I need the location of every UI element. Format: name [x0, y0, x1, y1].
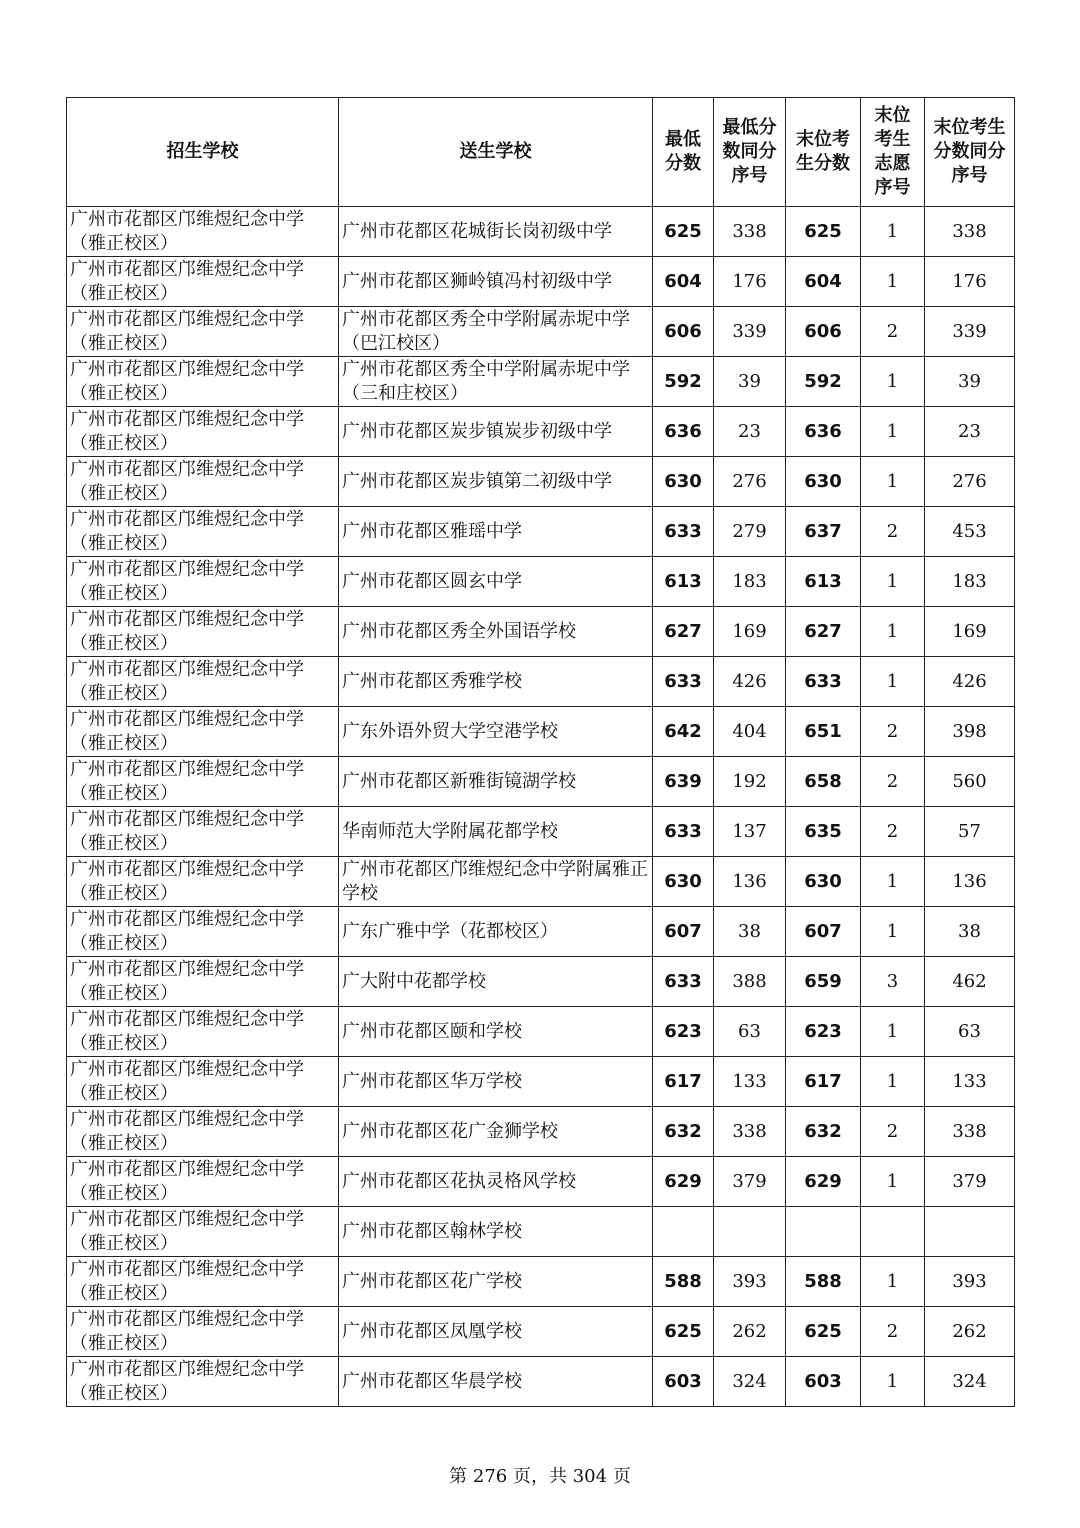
- min-score-cell: 630: [653, 857, 714, 907]
- sending-school-cell: 广东外语外贸大学空港学校: [339, 707, 653, 757]
- table-row: [67, 757, 1015, 807]
- enrolling-school-cell: 广州市花都区邝维煜纪念中学（雅正校区）: [67, 557, 339, 607]
- enrolling-school-cell: 广州市花都区邝维煜纪念中学（雅正校区）: [67, 907, 339, 957]
- table-row: [67, 1057, 1015, 1107]
- min-score-tie-rank-cell: 137: [714, 807, 786, 857]
- table-body: [67, 207, 1015, 1407]
- last-student-choice-rank-cell: 1: [861, 907, 925, 957]
- sending-school-cell: 广州市花都区新雅街镜湖学校: [339, 757, 653, 807]
- enrolling-school-cell: 广州市花都区邝维煜纪念中学（雅正校区）: [67, 357, 339, 407]
- last-student-score-cell: 588: [786, 1257, 861, 1307]
- last-student-choice-rank-cell: 2: [861, 307, 925, 357]
- last-student-tie-rank-cell: 462: [925, 957, 1015, 1007]
- sending-school-cell: 广州市花都区狮岭镇冯村初级中学: [339, 257, 653, 307]
- min-score-tie-rank-cell: 136: [714, 857, 786, 907]
- last-student-score-cell: 630: [786, 457, 861, 507]
- min-score-cell: 623: [653, 1007, 714, 1057]
- min-score-cell: 642: [653, 707, 714, 757]
- last-student-choice-rank-cell: 1: [861, 657, 925, 707]
- table-row: [67, 907, 1015, 957]
- enrolling-school-cell: 广州市花都区邝维煜纪念中学（雅正校区）: [67, 1007, 339, 1057]
- enrolling-school-cell: 广州市花都区邝维煜纪念中学（雅正校区）: [67, 857, 339, 907]
- enrolling-school-cell: 广州市花都区邝维煜纪念中学（雅正校区）: [67, 707, 339, 757]
- footer-suffix: 页: [612, 1466, 631, 1487]
- min-score-tie-rank-cell: 23: [714, 407, 786, 457]
- sending-school-cell: 广州市花都区秀全中学附属赤坭中学（巴江校区）: [339, 307, 653, 357]
- last-student-tie-rank-cell: [925, 1207, 1015, 1257]
- min-score-tie-rank-cell: [714, 1207, 786, 1257]
- last-student-choice-rank-cell: 1: [861, 1357, 925, 1407]
- min-score-tie-rank-cell: 176: [714, 257, 786, 307]
- header-last-student-choice-rank: 末位考生志愿序号: [861, 98, 925, 207]
- enrolling-school-cell: 广州市花都区邝维煜纪念中学（雅正校区）: [67, 1207, 339, 1257]
- footer-current-page: 276: [472, 1466, 508, 1487]
- last-student-choice-rank-cell: 1: [861, 457, 925, 507]
- enrolling-school-cell: 广州市花都区邝维煜纪念中学（雅正校区）: [67, 257, 339, 307]
- min-score-cell: 627: [653, 607, 714, 657]
- last-student-score-cell: 633: [786, 657, 861, 707]
- last-student-tie-rank-cell: 426: [925, 657, 1015, 707]
- last-student-choice-rank-cell: 3: [861, 957, 925, 1007]
- last-student-tie-rank-cell: 57: [925, 807, 1015, 857]
- last-student-choice-rank-cell: 2: [861, 707, 925, 757]
- sending-school-cell: 华南师范大学附属花都学校: [339, 807, 653, 857]
- last-student-score-cell: 613: [786, 557, 861, 607]
- last-student-score-cell: 592: [786, 357, 861, 407]
- last-student-score-cell: 625: [786, 207, 861, 257]
- min-score-cell: 639: [653, 757, 714, 807]
- last-student-tie-rank-cell: 169: [925, 607, 1015, 657]
- sending-school-cell: 广州市花都区花广金狮学校: [339, 1107, 653, 1157]
- min-score-tie-rank-cell: 404: [714, 707, 786, 757]
- last-student-choice-rank-cell: 2: [861, 757, 925, 807]
- sending-school-cell: 广州市花都区雅瑶中学: [339, 507, 653, 557]
- sending-school-cell: 广州市花都区翰林学校: [339, 1207, 653, 1257]
- last-student-choice-rank-cell: 2: [861, 507, 925, 557]
- table-header-row: [67, 98, 1015, 207]
- min-score-tie-rank-cell: 38: [714, 907, 786, 957]
- table-row: [67, 557, 1015, 607]
- min-score-cell: 633: [653, 507, 714, 557]
- header-min-score: 最低分数: [653, 98, 714, 207]
- enrolling-school-cell: 广州市花都区邝维煜纪念中学（雅正校区）: [67, 607, 339, 657]
- min-score-tie-rank-cell: 262: [714, 1307, 786, 1357]
- min-score-cell: 588: [653, 1257, 714, 1307]
- table-row: [67, 307, 1015, 357]
- min-score-cell: 617: [653, 1057, 714, 1107]
- last-student-tie-rank-cell: 393: [925, 1257, 1015, 1307]
- table-row: [67, 257, 1015, 307]
- last-student-choice-rank-cell: 2: [861, 1107, 925, 1157]
- last-student-choice-rank-cell: 2: [861, 807, 925, 857]
- sending-school-cell: 广州市花都区炭步镇第二初级中学: [339, 457, 653, 507]
- min-score-tie-rank-cell: 63: [714, 1007, 786, 1057]
- header-sending-school: 送生学校: [339, 98, 653, 207]
- last-student-tie-rank-cell: 338: [925, 207, 1015, 257]
- enrolling-school-cell: 广州市花都区邝维煜纪念中学（雅正校区）: [67, 507, 339, 557]
- last-student-score-cell: 603: [786, 1357, 861, 1407]
- min-score-tie-rank-cell: 338: [714, 207, 786, 257]
- min-score-cell: 625: [653, 1307, 714, 1357]
- min-score-cell: 606: [653, 307, 714, 357]
- min-score-tie-rank-cell: 169: [714, 607, 786, 657]
- last-student-tie-rank-cell: 379: [925, 1157, 1015, 1207]
- sending-school-cell: 广州市花都区华晨学校: [339, 1357, 653, 1407]
- table-row: [67, 457, 1015, 507]
- last-student-choice-rank-cell: 1: [861, 357, 925, 407]
- enrolling-school-cell: 广州市花都区邝维煜纪念中学（雅正校区）: [67, 757, 339, 807]
- last-student-choice-rank-cell: [861, 1207, 925, 1257]
- last-student-tie-rank-cell: 276: [925, 457, 1015, 507]
- enrolling-school-cell: 广州市花都区邝维煜纪念中学（雅正校区）: [67, 1057, 339, 1107]
- enrolling-school-cell: 广州市花都区邝维煜纪念中学（雅正校区）: [67, 657, 339, 707]
- last-student-score-cell: 658: [786, 757, 861, 807]
- min-score-cell: 603: [653, 1357, 714, 1407]
- last-student-tie-rank-cell: 23: [925, 407, 1015, 457]
- last-student-choice-rank-cell: 1: [861, 857, 925, 907]
- sending-school-cell: 广东广雅中学（花都校区）: [339, 907, 653, 957]
- min-score-tie-rank-cell: 338: [714, 1107, 786, 1157]
- last-student-score-cell: 607: [786, 907, 861, 957]
- admission-table-container: [66, 97, 1014, 1407]
- min-score-cell: 629: [653, 1157, 714, 1207]
- table-row: [67, 607, 1015, 657]
- enrolling-school-cell: 广州市花都区邝维煜纪念中学（雅正校区）: [67, 1357, 339, 1407]
- min-score-tie-rank-cell: 339: [714, 307, 786, 357]
- min-score-cell: 633: [653, 807, 714, 857]
- min-score-tie-rank-cell: 276: [714, 457, 786, 507]
- sending-school-cell: 广州市花都区凤凰学校: [339, 1307, 653, 1357]
- last-student-score-cell: 637: [786, 507, 861, 557]
- sending-school-cell: 广州市花都区花城街长岗初级中学: [339, 207, 653, 257]
- last-student-score-cell: 617: [786, 1057, 861, 1107]
- min-score-cell: [653, 1207, 714, 1257]
- last-student-score-cell: [786, 1207, 861, 1257]
- sending-school-cell: 广州市花都区圆玄中学: [339, 557, 653, 607]
- last-student-tie-rank-cell: 453: [925, 507, 1015, 557]
- table-row: [67, 707, 1015, 757]
- sending-school-cell: 广州市花都区秀全外国语学校: [339, 607, 653, 657]
- last-student-tie-rank-cell: 338: [925, 1107, 1015, 1157]
- min-score-tie-rank-cell: 426: [714, 657, 786, 707]
- sending-school-cell: 广州市花都区花执灵格风学校: [339, 1157, 653, 1207]
- min-score-tie-rank-cell: 279: [714, 507, 786, 557]
- table-row: [67, 1107, 1015, 1157]
- last-student-choice-rank-cell: 1: [861, 557, 925, 607]
- min-score-tie-rank-cell: 39: [714, 357, 786, 407]
- table-row: [67, 407, 1015, 457]
- table-row: [67, 1357, 1015, 1407]
- enrolling-school-cell: 广州市花都区邝维煜纪念中学（雅正校区）: [67, 307, 339, 357]
- min-score-cell: 632: [653, 1107, 714, 1157]
- last-student-choice-rank-cell: 2: [861, 1307, 925, 1357]
- table-row: [67, 357, 1015, 407]
- table-row: [67, 207, 1015, 257]
- min-score-cell: 630: [653, 457, 714, 507]
- min-score-tie-rank-cell: 393: [714, 1257, 786, 1307]
- last-student-tie-rank-cell: 398: [925, 707, 1015, 757]
- admission-score-table: [66, 97, 1015, 1407]
- sending-school-cell: 广州市花都区秀全中学附属赤坭中学（三和庄校区）: [339, 357, 653, 407]
- last-student-score-cell: 636: [786, 407, 861, 457]
- last-student-score-cell: 635: [786, 807, 861, 857]
- min-score-cell: 625: [653, 207, 714, 257]
- last-student-tie-rank-cell: 560: [925, 757, 1015, 807]
- last-student-score-cell: 632: [786, 1107, 861, 1157]
- last-student-choice-rank-cell: 1: [861, 407, 925, 457]
- enrolling-school-cell: 广州市花都区邝维煜纪念中学（雅正校区）: [67, 1107, 339, 1157]
- last-student-score-cell: 659: [786, 957, 861, 1007]
- last-student-tie-rank-cell: 136: [925, 857, 1015, 907]
- last-student-tie-rank-cell: 38: [925, 907, 1015, 957]
- min-score-tie-rank-cell: 192: [714, 757, 786, 807]
- sending-school-cell: 广州市花都区邝维煜纪念中学附属雅正学校: [339, 857, 653, 907]
- footer-prefix: 第: [449, 1466, 468, 1487]
- last-student-score-cell: 629: [786, 1157, 861, 1207]
- last-student-tie-rank-cell: 324: [925, 1357, 1015, 1407]
- last-student-tie-rank-cell: 262: [925, 1307, 1015, 1357]
- min-score-cell: 592: [653, 357, 714, 407]
- enrolling-school-cell: 广州市花都区邝维煜纪念中学（雅正校区）: [67, 407, 339, 457]
- page-footer: [0, 1462, 1080, 1488]
- table-row: [67, 1207, 1015, 1257]
- last-student-choice-rank-cell: 1: [861, 1057, 925, 1107]
- footer-total-pages: 304: [572, 1466, 608, 1487]
- last-student-score-cell: 604: [786, 257, 861, 307]
- table-row: [67, 857, 1015, 907]
- last-student-tie-rank-cell: 339: [925, 307, 1015, 357]
- last-student-choice-rank-cell: 1: [861, 1007, 925, 1057]
- last-student-choice-rank-cell: 1: [861, 1257, 925, 1307]
- min-score-tie-rank-cell: 183: [714, 557, 786, 607]
- enrolling-school-cell: 广州市花都区邝维煜纪念中学（雅正校区）: [67, 807, 339, 857]
- last-student-score-cell: 627: [786, 607, 861, 657]
- enrolling-school-cell: 广州市花都区邝维煜纪念中学（雅正校区）: [67, 957, 339, 1007]
- sending-school-cell: 广州市花都区华万学校: [339, 1057, 653, 1107]
- min-score-cell: 607: [653, 907, 714, 957]
- last-student-tie-rank-cell: 63: [925, 1007, 1015, 1057]
- min-score-tie-rank-cell: 324: [714, 1357, 786, 1407]
- header-enrolling-school: 招生学校: [67, 98, 339, 207]
- last-student-choice-rank-cell: 1: [861, 607, 925, 657]
- last-student-choice-rank-cell: 1: [861, 257, 925, 307]
- table-row: [67, 657, 1015, 707]
- footer-middle: 页，共: [513, 1466, 567, 1487]
- enrolling-school-cell: 广州市花都区邝维煜纪念中学（雅正校区）: [67, 1157, 339, 1207]
- enrolling-school-cell: 广州市花都区邝维煜纪念中学（雅正校区）: [67, 207, 339, 257]
- enrolling-school-cell: 广州市花都区邝维煜纪念中学（雅正校区）: [67, 1257, 339, 1307]
- min-score-cell: 633: [653, 657, 714, 707]
- header-last-student-score: 末位考生分数: [786, 98, 861, 207]
- table-row: [67, 1007, 1015, 1057]
- last-student-choice-rank-cell: 1: [861, 1157, 925, 1207]
- sending-school-cell: 广州市花都区花广学校: [339, 1257, 653, 1307]
- table-row: [67, 807, 1015, 857]
- last-student-score-cell: 623: [786, 1007, 861, 1057]
- last-student-tie-rank-cell: 39: [925, 357, 1015, 407]
- table-row: [67, 1157, 1015, 1207]
- min-score-tie-rank-cell: 388: [714, 957, 786, 1007]
- min-score-cell: 604: [653, 257, 714, 307]
- last-student-tie-rank-cell: 176: [925, 257, 1015, 307]
- sending-school-cell: 广州市花都区秀雅学校: [339, 657, 653, 707]
- last-student-score-cell: 630: [786, 857, 861, 907]
- min-score-cell: 633: [653, 957, 714, 1007]
- last-student-score-cell: 651: [786, 707, 861, 757]
- min-score-cell: 636: [653, 407, 714, 457]
- min-score-cell: 613: [653, 557, 714, 607]
- sending-school-cell: 广大附中花都学校: [339, 957, 653, 1007]
- table-row: [67, 957, 1015, 1007]
- last-student-tie-rank-cell: 183: [925, 557, 1015, 607]
- table-row: [67, 507, 1015, 557]
- enrolling-school-cell: 广州市花都区邝维煜纪念中学（雅正校区）: [67, 1307, 339, 1357]
- header-min-score-tie-rank: 最低分数同分序号: [714, 98, 786, 207]
- min-score-tie-rank-cell: 133: [714, 1057, 786, 1107]
- last-student-choice-rank-cell: 1: [861, 207, 925, 257]
- enrolling-school-cell: 广州市花都区邝维煜纪念中学（雅正校区）: [67, 457, 339, 507]
- table-row: [67, 1307, 1015, 1357]
- table-row: [67, 1257, 1015, 1307]
- last-student-score-cell: 606: [786, 307, 861, 357]
- last-student-score-cell: 625: [786, 1307, 861, 1357]
- header-last-student-tie-rank: 末位考生分数同分序号: [925, 98, 1015, 207]
- min-score-tie-rank-cell: 379: [714, 1157, 786, 1207]
- sending-school-cell: 广州市花都区炭步镇炭步初级中学: [339, 407, 653, 457]
- sending-school-cell: 广州市花都区颐和学校: [339, 1007, 653, 1057]
- last-student-tie-rank-cell: 133: [925, 1057, 1015, 1107]
